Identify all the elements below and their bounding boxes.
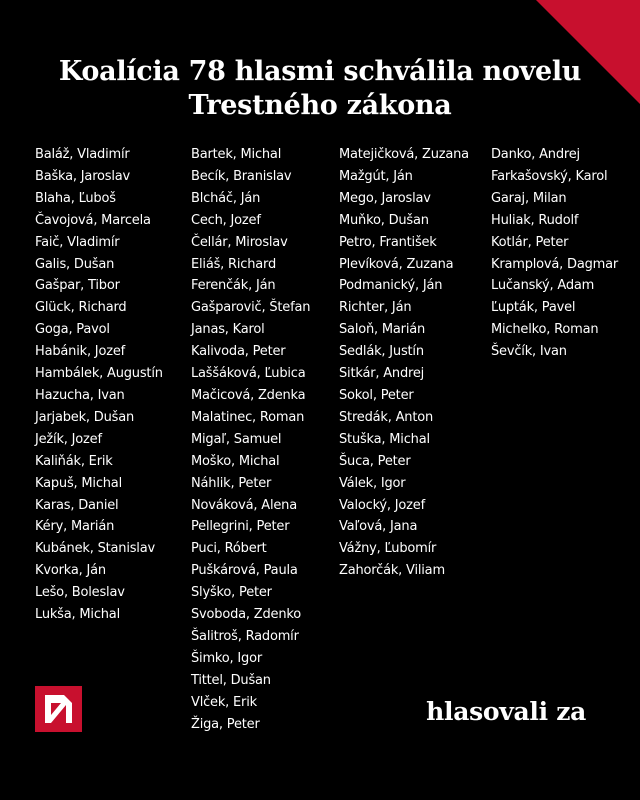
name-item: Mačicová, Zdenka	[191, 387, 306, 403]
name-item: Kalivoda, Peter	[191, 344, 286, 360]
name-item: Šuca, Peter	[339, 453, 411, 469]
name-item: Kvorka, Ján	[35, 563, 106, 579]
name-item: Náhlik, Peter	[191, 475, 272, 491]
name-item: Galis, Dušan	[35, 256, 115, 272]
name-item: Gašparovič, Štefan	[191, 300, 311, 316]
name-item: Šalitroš, Radomír	[191, 628, 299, 644]
name-item: Kubánek, Stanislav	[35, 541, 155, 557]
name-item: Kéry, Marián	[35, 519, 115, 535]
name-item: Baláž, Vladimír	[35, 147, 130, 162]
name-item: Sedlák, Justín	[339, 344, 424, 360]
name-item: Čavojová, Marcela	[35, 212, 151, 228]
name-item: Danko, Andrej	[491, 147, 580, 162]
name-item: Jarjabek, Dušan	[35, 409, 134, 425]
name-item: Tittel, Dušan	[191, 672, 271, 688]
name-item: Valocký, Jozef	[339, 497, 425, 513]
name-item: Baška, Jaroslav	[35, 168, 131, 184]
name-item: Lukša, Michal	[35, 607, 120, 623]
name-column-2	[191, 144, 310, 735]
name-item: Ježík, Jozef	[35, 431, 102, 447]
name-item: Vážny, Ľubomír	[339, 541, 437, 557]
name-item: Blaha, Ľuboš	[35, 190, 116, 206]
name-column-3	[339, 144, 469, 582]
name-item: Podmanický, Ján	[339, 278, 443, 294]
name-item: Cech, Jozef	[191, 212, 261, 228]
name-item: Sokol, Peter	[339, 387, 414, 403]
name-item: Becík, Branislav	[191, 168, 292, 184]
name-item: Petro, František	[339, 234, 437, 250]
name-item: Bartek, Michal	[191, 147, 282, 162]
name-item: Žiga, Peter	[191, 716, 260, 732]
name-column-1	[35, 144, 163, 626]
name-item: Vlček, Erik	[191, 694, 257, 710]
name-item: Kaliňák, Erik	[35, 453, 113, 469]
name-item: Mažgút, Ján	[339, 168, 413, 184]
name-column-4	[491, 144, 618, 363]
page-title	[0, 55, 640, 123]
title-line-1: Koalícia 78 hlasmi schválila novelu	[58, 56, 582, 87]
name-item: Saloň, Marián	[339, 322, 426, 338]
name-item: Slyško, Peter	[191, 585, 272, 601]
name-item: Ferenčák, Ján	[191, 278, 276, 294]
name-item: Huliak, Rudolf	[491, 212, 579, 228]
name-item: Laššáková, Ľubica	[191, 366, 306, 382]
name-item: Glück, Richard	[35, 300, 127, 316]
name-item: Kramplová, Dagmar	[491, 256, 619, 272]
title-line-2: Trestného zákona	[188, 90, 452, 121]
name-item: Matejičková, Zuzana	[339, 147, 469, 162]
name-item: Ľupták, Pavel	[491, 300, 576, 316]
name-item: Hambálek, Augustín	[35, 366, 163, 382]
name-item: Habánik, Jozef	[35, 344, 125, 360]
name-item: Čellár, Miroslav	[191, 234, 288, 250]
name-item: Vaľová, Jana	[339, 519, 418, 535]
name-item: Sitkár, Andrej	[339, 366, 425, 382]
name-item: Moško, Michal	[191, 453, 280, 469]
name-item: Michelko, Roman	[491, 322, 599, 338]
name-item: Faič, Vladimír	[35, 234, 120, 250]
name-item: Šimko, Igor	[191, 650, 262, 666]
name-item: Puci, Róbert	[191, 541, 267, 557]
name-item: Plevíková, Zuzana	[339, 256, 454, 272]
name-item: Migaľ, Samuel	[191, 431, 282, 447]
name-item: Kotlár, Peter	[491, 234, 569, 250]
name-item: Kapuš, Michal	[35, 475, 122, 491]
n-logo-icon	[35, 686, 82, 732]
name-item: Lešo, Boleslav	[35, 585, 125, 601]
name-item: Svoboda, Zdenko	[191, 607, 302, 623]
name-item: Malatinec, Roman	[191, 409, 305, 425]
name-item: Ševčík, Ivan	[491, 344, 567, 360]
name-item: Puškárová, Paula	[191, 563, 298, 579]
name-item: Garaj, Milan	[491, 190, 567, 206]
name-item: Muňko, Dušan	[339, 212, 429, 228]
name-item: Farkašovský, Karol	[491, 168, 608, 184]
name-item: Mego, Jaroslav	[339, 190, 431, 206]
name-item: Válek, Igor	[339, 475, 406, 491]
name-item: Richter, Ján	[339, 300, 412, 316]
name-item: Janas, Karol	[191, 322, 265, 338]
name-item: Karas, Daniel	[35, 497, 119, 513]
name-item: Stredák, Anton	[339, 409, 434, 425]
name-item: Lučanský, Adam	[491, 278, 595, 294]
name-item: Gašpar, Tibor	[35, 278, 120, 294]
name-item: Nováková, Alena	[191, 497, 297, 513]
footer-label: hlasovali za	[426, 697, 586, 726]
name-item: Zahorčák, Viliam	[339, 563, 445, 579]
name-item: Stuška, Michal	[339, 431, 430, 447]
name-item: Goga, Pavol	[35, 322, 110, 338]
name-item: Eliáš, Richard	[191, 256, 277, 272]
name-item: Pellegrini, Peter	[191, 519, 290, 535]
name-item: Blcháč, Ján	[191, 190, 261, 206]
name-item: Hazucha, Ivan	[35, 387, 125, 403]
